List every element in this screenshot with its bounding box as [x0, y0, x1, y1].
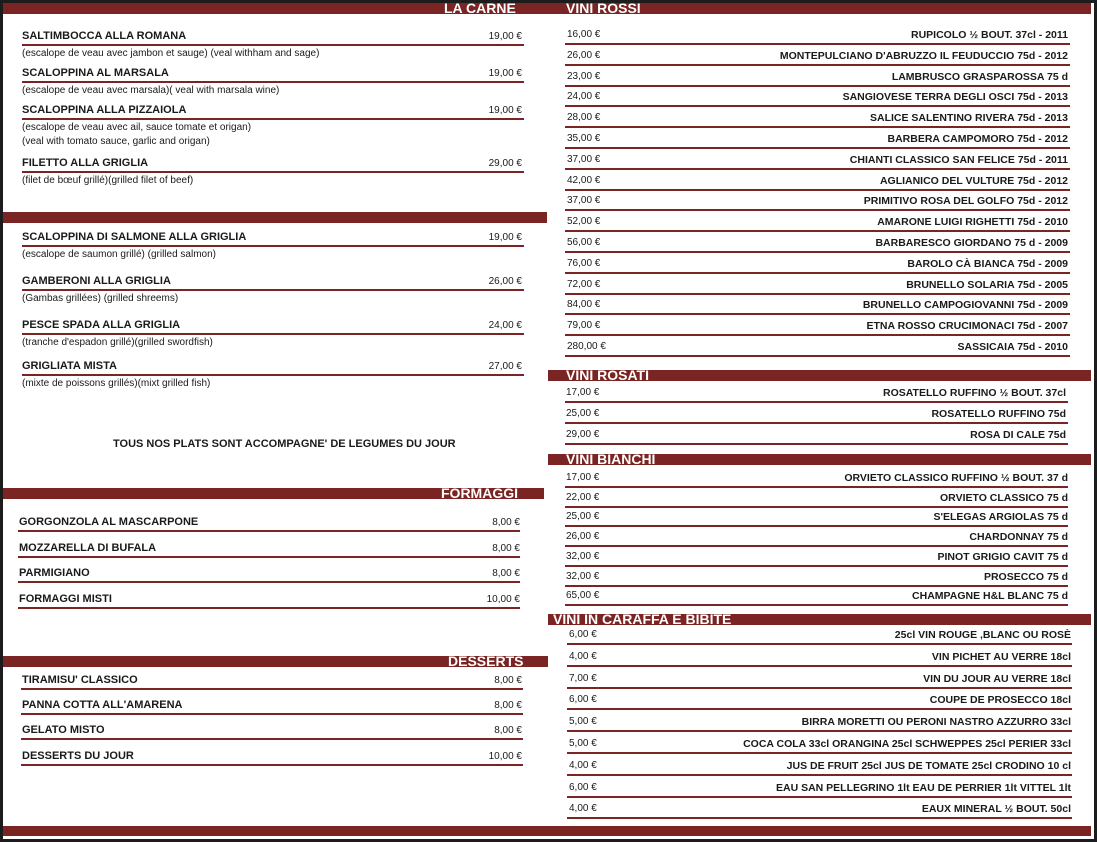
wine-name: PINOT GRIGIO CAVIT 75 d [937, 550, 1068, 563]
wine-name: AMARONE LUIGI RIGHETTI 75d - 2010 [877, 216, 1068, 229]
item-rule [18, 530, 520, 532]
wine-price: 6,00 € [569, 781, 597, 793]
wine-rule [565, 64, 1070, 66]
wine-price: 26,00 € [566, 531, 600, 543]
top-banner [3, 0, 1091, 16]
wine-price: 37,00 € [567, 195, 601, 207]
wine-name: SASSICAIA 75d - 2010 [957, 341, 1068, 353]
dish-rule [22, 374, 524, 376]
dish-price: 29,00 € [488, 158, 522, 169]
wine-name: LAMBRUSCO GRASPAROSSA 75 d [891, 70, 1068, 83]
wine-rule [567, 774, 1072, 776]
wine-name: ETNA ROSSO CRUCIMONACI 75d - 2007 [866, 320, 1068, 333]
item-price: 10,00 € [486, 594, 520, 605]
item-rule [21, 738, 523, 740]
wine-name: BARBERA CAMPOMORO 75d - 2012 [887, 133, 1068, 145]
dish-name: SCALOPPINA DI SALMONE ALLA GRIGLIA [22, 231, 247, 243]
wine-name: VIN DU JOUR AU VERRE 18cl [923, 672, 1071, 685]
wine-rule [567, 708, 1072, 710]
item-rule [21, 713, 523, 715]
wine-price: 37,00 € [567, 153, 601, 165]
wine-rule [565, 355, 1070, 357]
wine-name: CHIANTI CLASSICO SAN FELICE 75d - 2011 [849, 153, 1068, 166]
wine-name: PROSECCO 75 d [983, 570, 1068, 583]
item-price: 8,00 € [492, 568, 520, 579]
item-price: 8,00 € [492, 517, 520, 528]
wine-name: EAUX MINERAL ½ BOUT. 50cl [921, 803, 1071, 816]
wine-rule [565, 105, 1070, 107]
wine-price: 5,00 € [569, 716, 597, 728]
wine-rule [565, 443, 1068, 445]
wine-rule [565, 334, 1070, 336]
item-name: DESSERTS DU JOUR [22, 750, 134, 762]
wine-rule [567, 752, 1072, 754]
item-price: 8,00 € [494, 675, 522, 686]
wine-price: 76,00 € [567, 257, 601, 269]
dish-rule [22, 171, 524, 173]
dish-rule [22, 118, 524, 120]
wine-price: 29,00 € [566, 429, 600, 440]
wine-name: EAU SAN PELLEGRINO 1lt EAU DE PERRIER 1lt VITTEL 1lt [775, 781, 1071, 794]
item-price: 8,00 € [494, 725, 522, 736]
dish-description: (tranche d'espadon grillé)(grilled swordfish) [22, 337, 213, 348]
wine-price: 65,00 € [566, 590, 600, 602]
dish-price: 24,00 € [488, 320, 522, 331]
dish-description: (escalope de veau avec ail, sauce tomate et origan) [22, 122, 252, 133]
wine-rule [565, 545, 1068, 547]
wine-rule [567, 687, 1072, 689]
wine-price: 52,00 € [567, 216, 601, 228]
formaggi-section-title: FORMAGGI [441, 485, 518, 501]
wine-rule [565, 313, 1070, 315]
wine-price: 17,00 € [566, 387, 600, 398]
item-rule [18, 556, 520, 558]
item-name: PANNA COTTA ALL'AMARENA [22, 699, 183, 711]
wine-name: S'ELEGAS ARGIOLAS 75 d [933, 511, 1068, 524]
dish-rule [22, 44, 524, 46]
item-name: GORGONZOLA AL MASCARPONE [19, 516, 199, 528]
wine-price: 6,00 € [569, 629, 597, 640]
wine-rule [565, 293, 1070, 295]
dish-description: (filet de bœuf grillé)(grilled filet of beef) [22, 175, 194, 186]
dish-rule [22, 333, 524, 335]
dish-description: (veal with tomato sauce, garlic and origan) [22, 136, 210, 147]
wine-name: 25cl VIN ROUGE ,BLANC OU ROSÈ [894, 629, 1071, 641]
wine-rule [567, 643, 1072, 645]
wine-name: AGLIANICO DEL VULTURE 75d - 2012 [879, 174, 1068, 187]
caraffa-section-title: VINI IN CARAFFA E BIBITE [553, 611, 732, 627]
wine-price: 25,00 € [566, 408, 600, 419]
wine-price: 28,00 € [567, 112, 601, 124]
wine-rule [565, 506, 1068, 508]
dish-price: 19,00 € [488, 68, 522, 79]
wine-name: ORVIETO CLASSICO 75 d [940, 491, 1068, 504]
desserts-section-title: DESSERTS [448, 653, 524, 669]
wine-name: ORVIETO CLASSICO RUFFINO ½ BOUT. 37 d [844, 472, 1068, 484]
wine-price: 24,00 € [567, 91, 601, 103]
item-name: FORMAGGI MISTI [19, 593, 112, 605]
wine-name: ROSATELLO RUFFINO 75d [931, 408, 1066, 420]
item-price: 8,00 € [494, 700, 522, 711]
wine-name: SANGIOVESE TERRA DEGLI OSCI 75d - 2013 [842, 91, 1068, 104]
wine-rule [565, 565, 1068, 567]
item-name: GELATO MISTO [22, 724, 105, 736]
wine-rule [567, 730, 1072, 732]
wine-rule [565, 585, 1068, 587]
wine-price: 6,00 € [569, 694, 597, 706]
wine-rule [565, 604, 1068, 606]
pesce-divider-bar [3, 212, 547, 223]
dish-name: SCALOPPINA AL MARSALA [22, 67, 169, 79]
wine-name: ROSA DI CALE 75d [970, 429, 1066, 441]
wine-rule [565, 85, 1070, 87]
wine-name: MONTEPULCIANO D'ABRUZZO IL FEUDUCCIO 75d - 2012 [779, 49, 1068, 62]
wine-rule [565, 230, 1070, 232]
dish-price: 19,00 € [488, 105, 522, 116]
wine-price: 25,00 € [566, 511, 600, 523]
wine-price: 26,00 € [567, 49, 601, 61]
dish-name: SALTIMBOCCA ALLA ROMANA [22, 30, 187, 42]
wine-name: BIRRA MORETTI OU PERONI NASTRO AZZURRO 33cl [801, 716, 1071, 729]
wine-price: 4,00 € [569, 803, 597, 815]
dish-name: GRIGLIATA MISTA [22, 360, 117, 372]
wine-name: JUS DE FRUIT 25cl JUS DE TOMATE 25cl CRODINO 10 cl [786, 759, 1071, 772]
wine-price: 23,00 € [567, 70, 601, 82]
dish-price: 27,00 € [488, 361, 522, 372]
dish-description: (Gambas grillées) (grilled shreems) [22, 293, 179, 304]
wine-name: BRUNELLO SOLARIA 75d - 2005 [906, 278, 1068, 291]
wine-rule [565, 147, 1070, 149]
wine-price: 22,00 € [566, 491, 600, 503]
bottom-banner [3, 826, 1091, 836]
dish-description: (escalope de saumon grillé) (grilled salmon) [22, 249, 216, 260]
wine-name: COUPE DE PROSECCO 18cl [929, 694, 1071, 707]
wine-name: PRIMITIVO ROSA DEL GOLFO 75d - 2012 [863, 195, 1068, 208]
wine-rule [565, 189, 1070, 191]
item-rule [18, 607, 520, 609]
side-dish-note: TOUS NOS PLATS SONT ACCOMPAGNE' DE LEGUMES DU JOUR [113, 438, 456, 450]
wine-name: BRUNELLO CAMPOGIOVANNI 75d - 2009 [862, 299, 1068, 312]
rossi-section-title: VINI ROSSI [566, 0, 641, 16]
bianchi-section-title: VINI BIANCHI [566, 451, 656, 467]
wine-price: 32,00 € [566, 550, 600, 562]
item-name: MOZZARELLA DI BUFALA [19, 542, 157, 554]
wine-rule [565, 126, 1070, 128]
wine-price: 72,00 € [567, 278, 601, 290]
dish-name: PESCE SPADA ALLA GRIGLIA [22, 319, 181, 331]
dish-price: 26,00 € [488, 276, 522, 287]
wine-rule [565, 422, 1068, 424]
wine-name: CHARDONNAY 75 d [969, 531, 1068, 544]
wine-rule [565, 168, 1070, 170]
wine-name: CHAMPAGNE H&L BLANC 75 d [912, 590, 1068, 603]
wine-rule [565, 525, 1068, 527]
item-rule [21, 688, 523, 690]
wine-price: 32,00 € [566, 570, 600, 582]
wine-rule [565, 209, 1070, 211]
dish-description: (escalope de veau avec marsala)( veal with marsala wine) [22, 85, 280, 96]
wine-rule [567, 665, 1072, 667]
dish-name: SCALOPPINA ALLA PIZZAIOLA [22, 104, 187, 116]
dish-rule [22, 289, 524, 291]
wine-price: 35,00 € [567, 133, 601, 144]
wine-name: BARBARESCO GIORDANO 75 d - 2009 [875, 237, 1068, 249]
wine-price: 280,00 € [567, 341, 606, 352]
wine-price: 79,00 € [567, 320, 601, 332]
dish-description: (escalope de veau avec jambon et sauge) (veal withham and sage) [22, 48, 320, 59]
item-rule [18, 581, 520, 583]
rosati-section-title: VINI ROSATI [566, 367, 649, 383]
wine-rule [565, 272, 1070, 274]
wine-rule [567, 796, 1072, 798]
item-price: 8,00 € [492, 543, 520, 554]
dish-name: GAMBERONI ALLA GRIGLIA [22, 275, 171, 287]
wine-rule [565, 486, 1068, 488]
dish-name: FILETTO ALLA GRIGLIA [22, 157, 149, 169]
item-rule [21, 764, 523, 766]
wine-name: VIN PICHET AU VERRE 18cl [931, 650, 1071, 663]
wine-price: 16,00 € [567, 29, 601, 40]
wine-name: SALICE SALENTINO RIVERA 75d - 2013 [870, 112, 1068, 125]
wine-price: 84,00 € [567, 299, 601, 311]
wine-rule [565, 401, 1068, 403]
carne-section-title: LA CARNE [444, 0, 516, 16]
wine-price: 4,00 € [569, 650, 597, 662]
wine-rule [567, 817, 1072, 819]
wine-name: ROSATELLO RUFFINO ½ BOUT. 37cl [883, 387, 1066, 399]
wine-price: 56,00 € [567, 237, 601, 248]
dish-price: 19,00 € [488, 31, 522, 42]
item-name: PARMIGIANO [19, 567, 90, 579]
dish-description: (mixte de poissons grillés)(mixt grilled fish) [22, 378, 211, 389]
wine-price: 5,00 € [569, 738, 597, 749]
dish-rule [22, 81, 524, 83]
wine-price: 42,00 € [567, 174, 601, 186]
wine-name: RUPICOLO ½ BOUT. 37cl - 2011 [911, 29, 1068, 41]
dish-rule [22, 245, 524, 247]
wine-name: BAROLO CÀ BIANCA 75d - 2009 [907, 257, 1068, 270]
wine-price: 17,00 € [566, 472, 600, 483]
wine-price: 4,00 € [569, 759, 597, 771]
item-price: 10,00 € [488, 751, 522, 762]
wine-rule [565, 251, 1070, 253]
wine-name: COCA COLA 33cl ORANGINA 25cl SCHWEPPES 25cl PERIER 33cl [743, 738, 1071, 750]
wine-price: 7,00 € [569, 672, 597, 684]
item-name: TIRAMISU' CLASSICO [22, 674, 138, 686]
wine-rule [565, 43, 1070, 45]
dish-price: 19,00 € [488, 232, 522, 243]
